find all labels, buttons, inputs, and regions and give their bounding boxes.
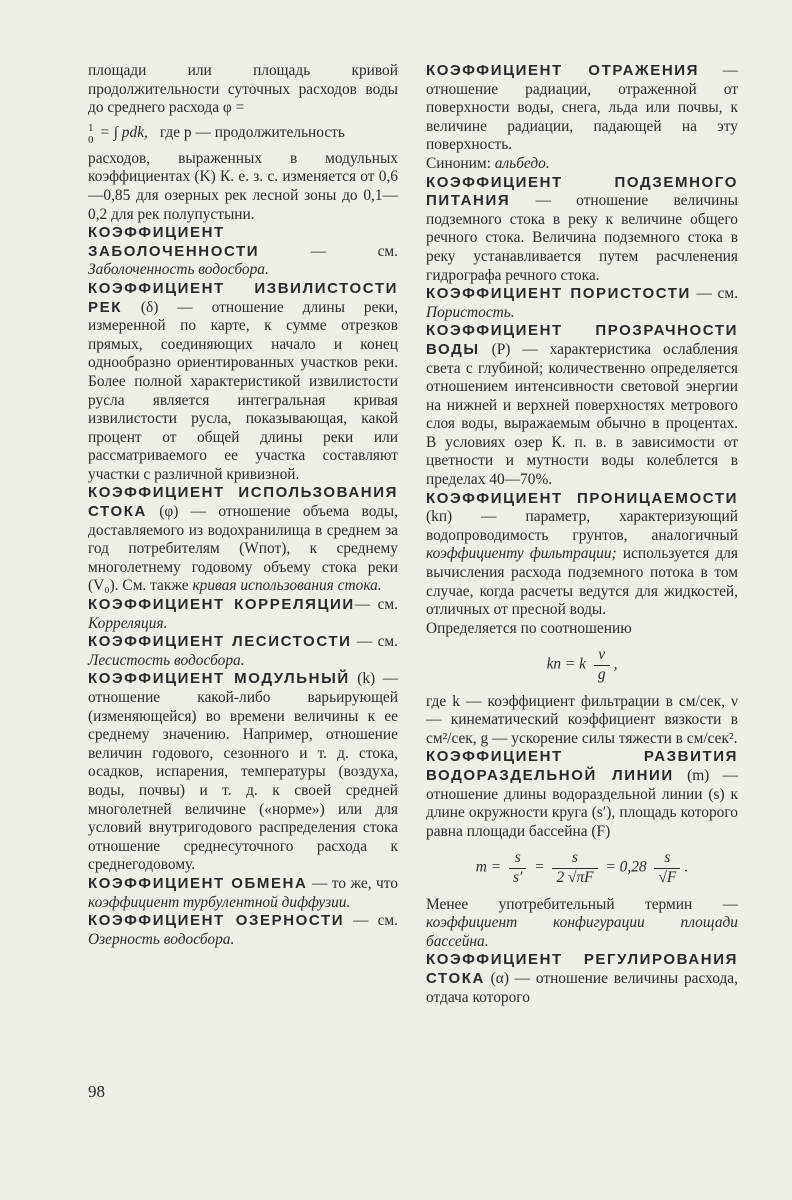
integral-body: = ∫ pdk, (99, 124, 148, 142)
fraction-3 (654, 849, 680, 887)
term-note (426, 896, 738, 952)
cross-reference: кривая использования стока. (192, 577, 382, 595)
headword: КОЭФФИЦИЕНТ РАЗВИТИЯ ВОДОРАЗДЕЛЬНОЙ ЛИНИИ (426, 748, 738, 784)
entry-text: (P) — характеристика ослабления света с глубиной; количественно определяется отношением интенсивности световой энергии на нижней и верхней поверхностях метрового слоя воды, выражаемым обычно в процентах. В условиях озер К. п. в. в зависимости от цветности и мутности воды колеблется в пределах 40—70%. (426, 340, 738, 489)
headword: КОЭФФИЦИЕНТ ОТРАЖЕНИЯ (426, 62, 700, 79)
integral-upper-limit: 1 (88, 121, 94, 134)
entry-obmena (88, 875, 398, 912)
headword: КОЭФФИЦИЕНТ ИСПОЛЬЗОВАНИЯ СТОКА (88, 484, 398, 521)
entry-poristosti (426, 285, 738, 322)
formula-where: где k — коэффициент фильтрации в см/сек, ν — кинематический коэффициент вязкости в см²/сек, g — ускорение силы тяжести в см/сек². (426, 692, 738, 747)
fraction-2 (552, 849, 597, 887)
entry-text: — см. (690, 285, 738, 303)
entry-text: (m) — отношение длины водораздельной линии (s) к длине окружности круга (s′), площадь которого равна площади бассейна (F) (426, 766, 738, 840)
continued-text: площади или площадь кривой продолжительности суточных расходов воды до среднего расхода φ = (88, 62, 398, 117)
entry-pronicaemosti (426, 490, 738, 620)
permeability-formula (426, 646, 738, 684)
entry-prozrachnosti (426, 322, 738, 489)
cross-reference: Пористость. (426, 303, 515, 321)
formula-tail: , (613, 656, 618, 674)
fraction-1 (509, 849, 526, 887)
continued-text-2: расходов, выраженных в модульных коэффициентах (K) К. е. з. с. изменяется от 0,6—0,85 для озерных рек лесной зоны до 0,1—0,2 для рек полупустыни. (88, 149, 398, 223)
denominator: g (597, 666, 606, 683)
formula-tail: . (684, 858, 689, 876)
formula-lhs: m = (475, 858, 502, 876)
entry-text: (k) — отношение какой-либо варьирующей (изменяющейся) во времени величины к ее среднему значению. Например, отношение величин годового, сезонного и т. д. стока, осадков, испарения, температуры (воздуха, воды, почвы) и т. д. к своей средней многолетней величине («норме») или для условий внутригодового распределения стока отношение среднесуточного расхода к среднегодовому. (88, 670, 398, 874)
synonym-term: альбедо. (494, 154, 550, 172)
entry-izvilistost (88, 280, 398, 485)
headword: КОЭФФИЦИЕНТ РЕГУЛИРОВАНИЯ СТОКА (426, 951, 738, 987)
denominator: √F (658, 868, 677, 886)
synonym-label: Синоним: (426, 154, 495, 172)
fraction (594, 646, 610, 684)
headword: КОЭФФИЦИЕНТ ПРОЗРАЧНОСТИ ВОДЫ (426, 322, 738, 358)
entry-text: — см. (344, 912, 398, 930)
headword: КОЭФФИЦИЕНТ МОДУЛЬНЫЙ (88, 670, 350, 688)
headword: КОЭФФИЦИЕНТ ОЗЕРНОСТИ (88, 912, 345, 930)
entry-text: (α) — отношение величины расхода, отдача которого (426, 969, 738, 1006)
denominator: 2 √πF (556, 868, 594, 886)
cross-reference: Лесистость водосбора. (88, 651, 245, 669)
entry-text: (φ) — отношение объема воды, доставляемого из водохранилища в среднем за год потребителям (Wпот), к среднему многолетнему годовому объему стока реки (V₀). См. также (88, 503, 398, 595)
cross-reference: Озерность водосбора. (88, 930, 235, 948)
headword: КОЭФФИЦИЕНТ ОБМЕНА (88, 874, 308, 892)
numerator: ν (594, 646, 610, 666)
cross-reference: коэффициент турбулентной диффузии. (88, 893, 351, 911)
headword: КОЭФФИЦИЕНТ ИЗВИЛИСТОСТИ РЕК (88, 279, 398, 316)
denominator: s′ (513, 868, 523, 886)
entry-text: (δ) — отношение длины реки, измеренной по карте, к сумме отрезков прямых, соединяющих начало и конец однообразно ориентированных участков реки. Более полной характеристикой извилистости русла является интегральная кривая извилистости русла, показывающая, какой процент от общей длины реки или рассматриваемого ее участка составляют участки с различной кривизной. (88, 298, 398, 483)
entry-text: — то же, что (307, 874, 398, 892)
headword: КОЭФФИЦИЕНТ ЛЕСИСТОСТИ (88, 633, 352, 651)
entry-otrazheniya (426, 62, 738, 155)
entry-podzemnogo-pitaniya (426, 174, 738, 286)
entry-text: — см. (259, 242, 398, 260)
equals-coefficient: = 0,28 (605, 858, 647, 876)
entry-text-2: используется для вычисления расхода подземного потока в том случае, когда расчеты ведутся для жидкостей, отличных от пресной воды. (426, 545, 738, 619)
entry-regulirovaniya (426, 951, 738, 1007)
numerator: s (654, 849, 680, 869)
page-number: 98 (88, 1082, 105, 1101)
cross-reference: коэффициенту фильтрации; (426, 545, 617, 563)
entry-modulnyi (88, 670, 398, 875)
entry-ispolzovanie (88, 484, 398, 596)
equals-sign: = (534, 858, 545, 876)
note-text: Менее употребительный термин — (426, 895, 738, 913)
right-column (426, 62, 738, 1007)
entry-lesistost (88, 633, 398, 670)
headword: КОЭФФИЦИЕНТ КОРРЕЛЯЦИИ (88, 596, 355, 614)
entry-razvitiya (426, 748, 738, 841)
integral-lower-limit: 0 (88, 133, 94, 146)
integral-sign (88, 122, 94, 146)
numerator: s (509, 849, 526, 869)
headword: КОЭФФИЦИЕНТ ПОДЗЕМНОГО ПИТАНИЯ (426, 173, 738, 210)
entry-ozernost (88, 912, 398, 949)
entry-text: (kп) — параметр, характеризующий водопроводимость грунтов, аналогичный (426, 508, 738, 544)
left-column (88, 62, 398, 949)
synonym-line (426, 155, 738, 174)
integral-formula (88, 122, 398, 146)
numerator: s (552, 849, 597, 869)
entry-zabolochennost (88, 224, 398, 280)
entry-text: — отношение радиации, отраженной от поверхности воды, снега, льда или почвы, к величине радиации, падающей на эту поверхность. (426, 62, 738, 154)
headword: КОЭФФИЦИЕНТ ПОРИСТОСТИ (426, 285, 691, 303)
cross-reference: Заболоченность водосбора. (88, 261, 269, 279)
entry-text: — отношение величины подземного стока в реку к величине общего речного стока. Величина подземного стока в реку устанавливается путем расчленения гидрографа речного стока. (426, 192, 738, 284)
entry-text: — см. (354, 596, 398, 614)
headword: КОЭФФИЦИЕНТ ЗАБОЛОЧЕННОСТИ (88, 224, 260, 260)
cross-reference: Корреляция. (88, 614, 168, 632)
formula-lhs: kп = k (546, 656, 587, 674)
formula-intro: Определяется по соотношению (426, 619, 632, 637)
note-term: коэффициент конфигурации площади бассейна. (426, 914, 738, 950)
development-formula (426, 849, 738, 887)
entry-text: — см. (351, 633, 398, 651)
headword: КОЭФФИЦИЕНТ ПРОНИЦАЕМОСТИ (426, 489, 738, 507)
integral-where: где p — продолжительность (159, 124, 345, 142)
entry-korrelyacii (88, 596, 398, 633)
